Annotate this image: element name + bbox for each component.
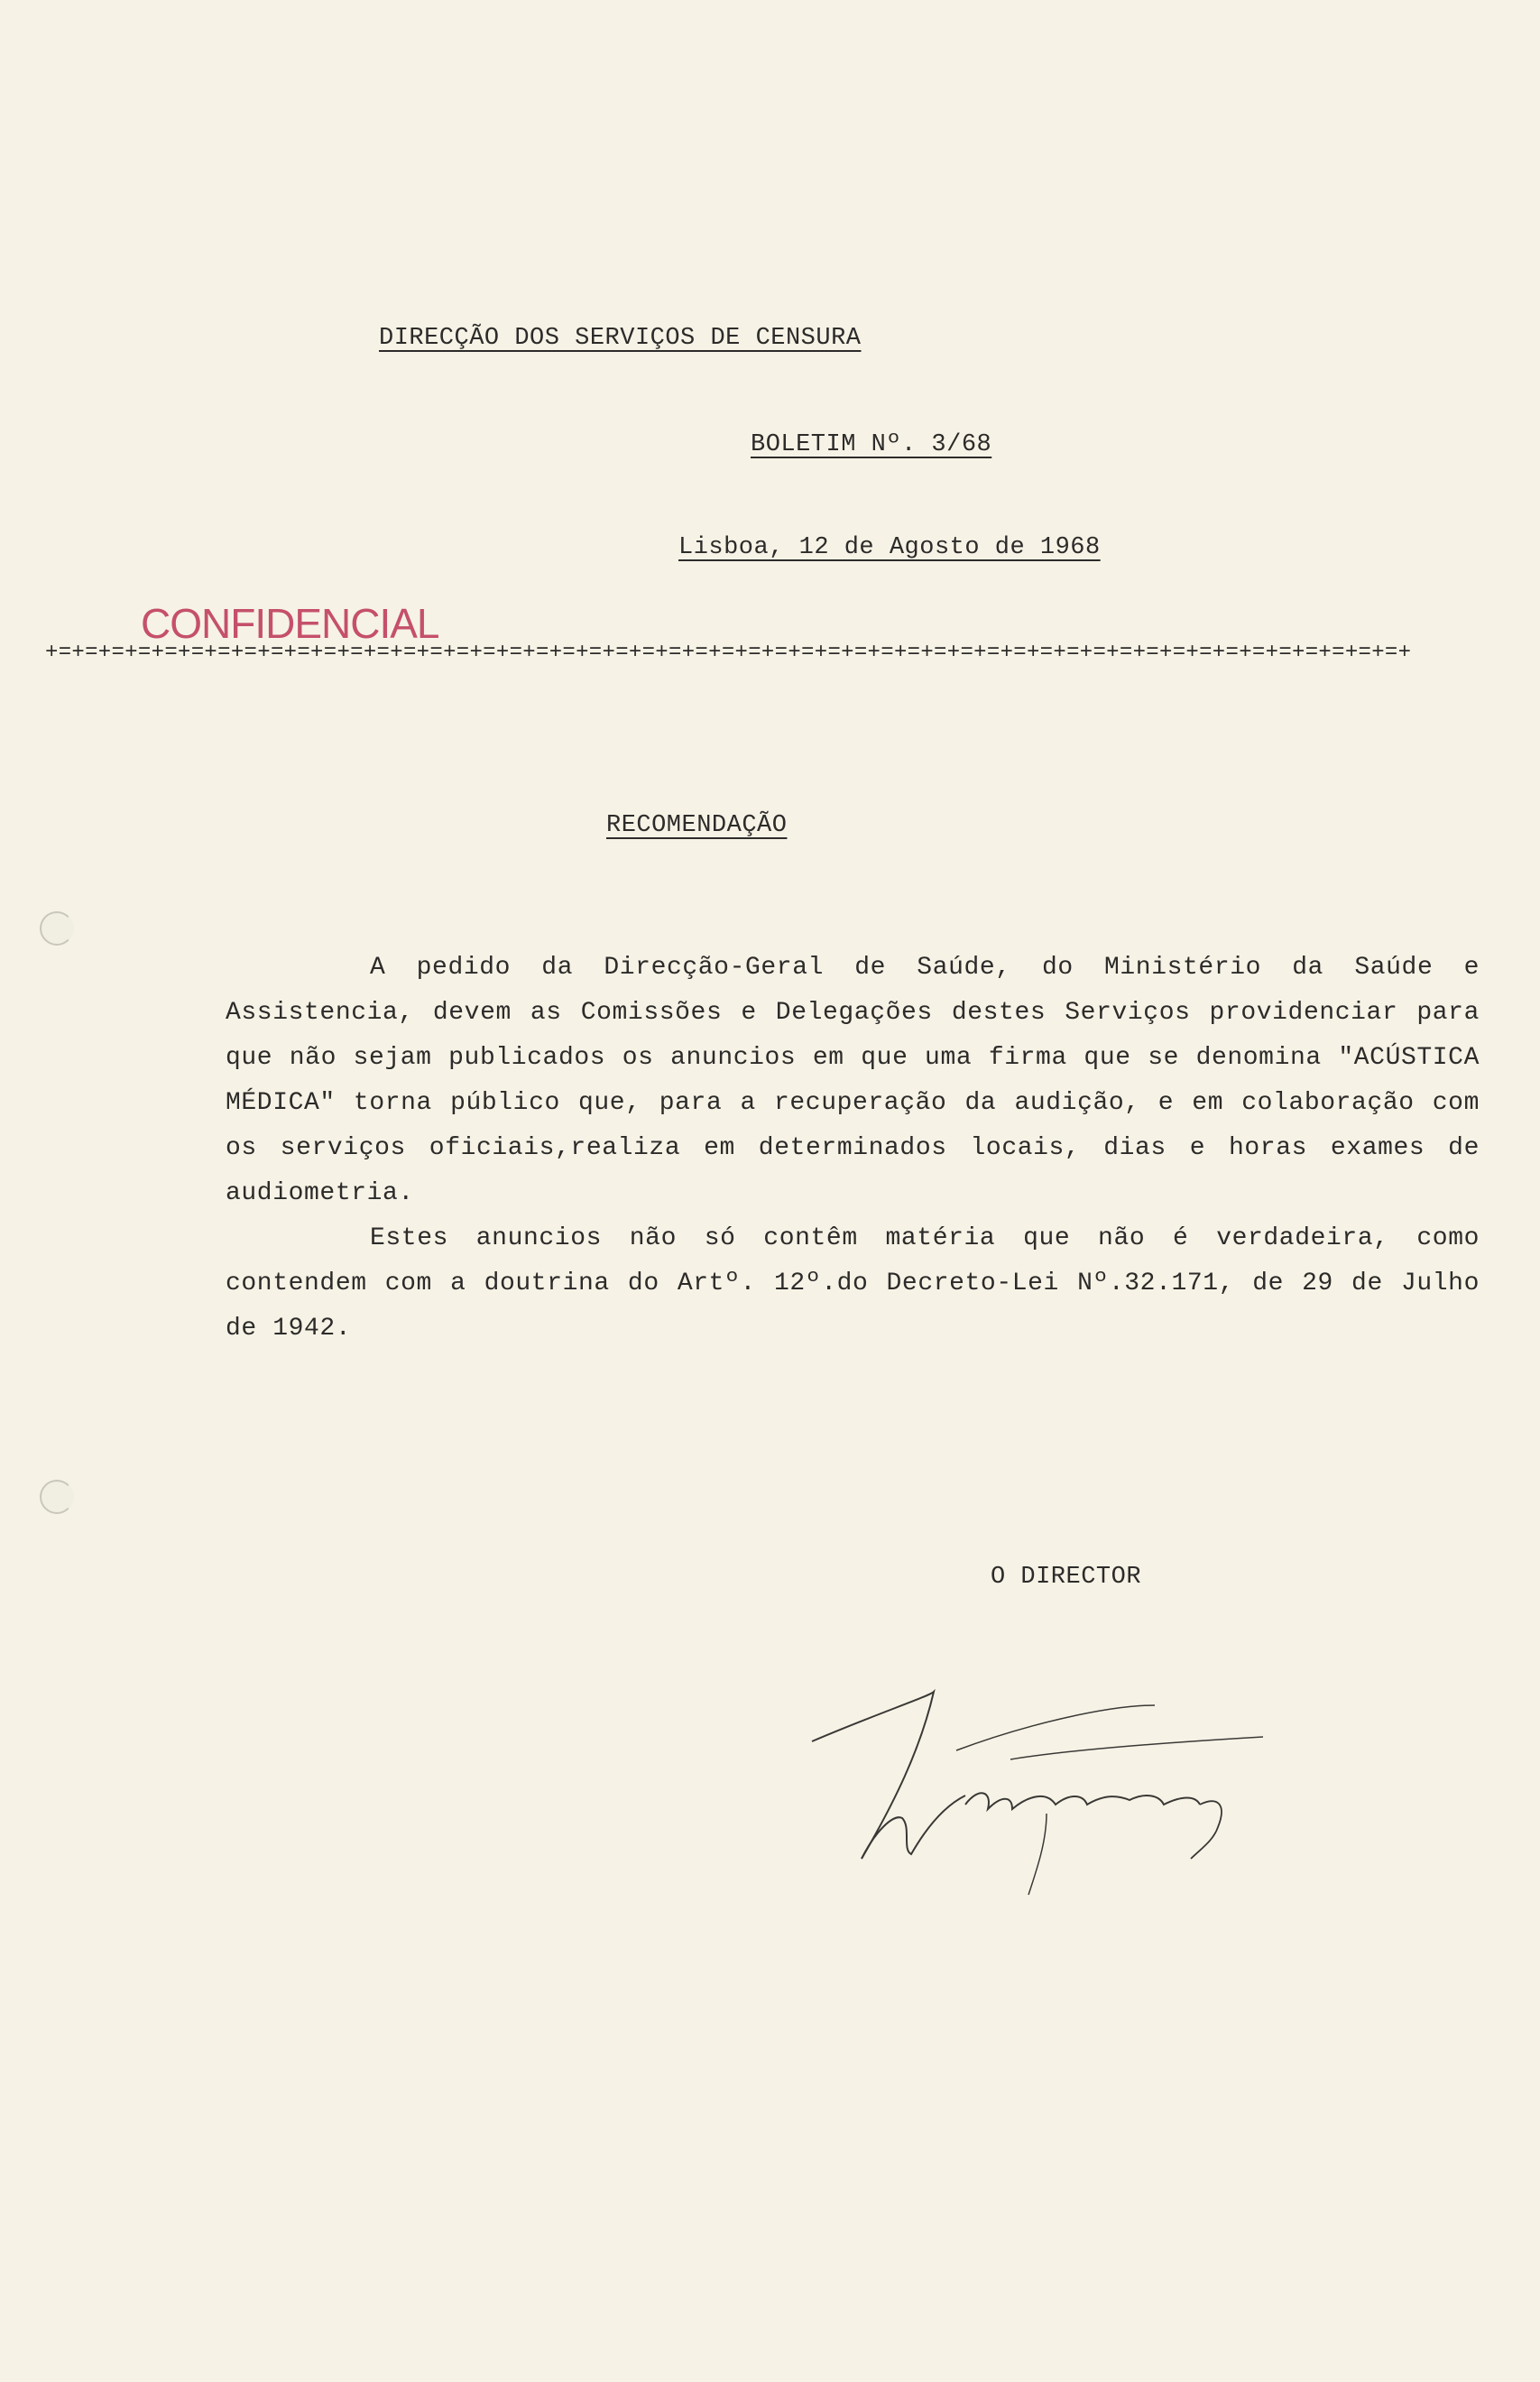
body-paragraph-2: Estes anuncios não só contêm matéria que não é verdadeira, como contendem com a doutrina do Artº. 12º.do Decreto-Lei Nº.32.171, de 29 de Julho de 1942. [226,1224,1480,1343]
document-title: RECOMENDAÇÃO [606,812,788,839]
punch-hole-bottom [40,1480,74,1514]
punch-hole-top [40,911,74,946]
body-paragraph-1: A pedido da Direcção-Geral de Saúde, do Ministério da Saúde e Assistencia, devem as Comissões e Delegações destes Serviços providenciar para que não sejam publicados os anuncios em que uma firma que se denomina "ACÚSTICA MÉDICA" torna público que, para a recuperação da audição, e em colaboração com os serviços oficiais,realiza em determinados locais, dias e horas exames de audiometria. [226,954,1480,1207]
bulletin-number: BOLETIM Nº. 3/68 [751,431,992,458]
place-date: Lisboa, 12 de Agosto de 1968 [678,534,1101,561]
divider-line: +=+=+=+=+=+=+=+=+=+=+=+=+=+=+=+=+=+=+=+=+=+=+=+=+=+=+=+=+=+=+=+=+=+=+=+=+=+=+=+=+=+=+=+=+=+=+=+=+=+=+=+ [45,641,1412,665]
handwritten-signature [776,1669,1371,1904]
agency-header: DIRECÇÃO DOS SERVIÇOS DE CENSURA [379,325,862,352]
signatory-title: O DIRECTOR [991,1564,1142,1591]
confidential-stamp: CONFIDENCIAL [141,600,439,647]
document-body [226,946,1480,1352]
